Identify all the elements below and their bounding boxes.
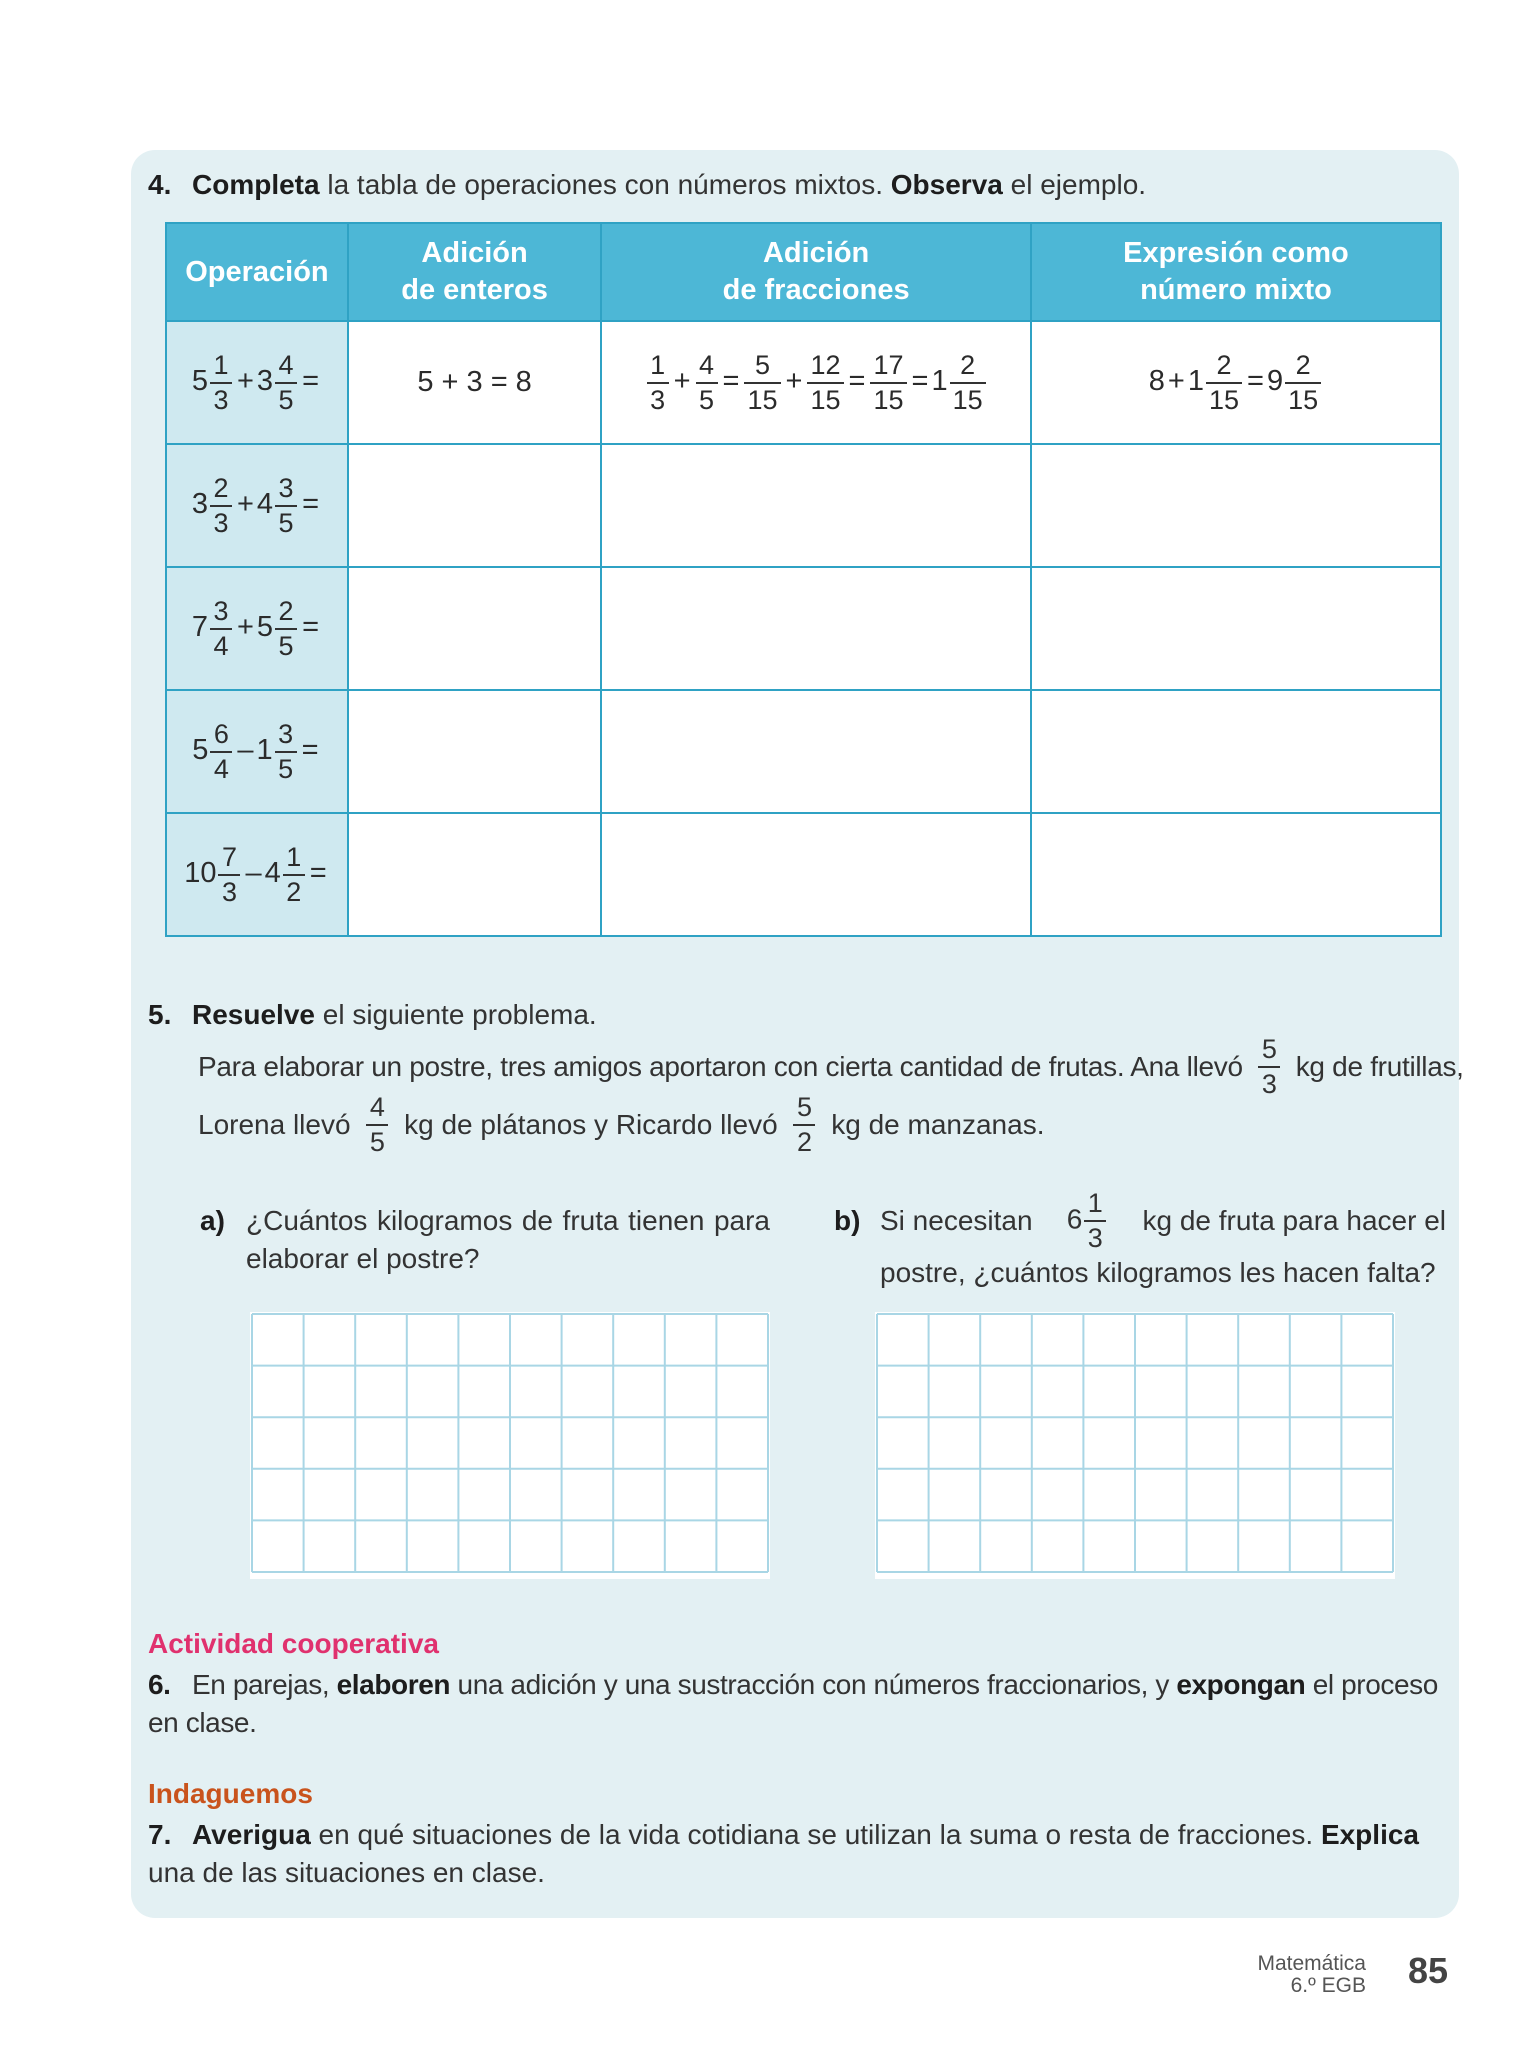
answer-mixed-cell[interactable] <box>1031 690 1441 813</box>
fraction-ana: $\frac{5}{3}$ <box>1258 1036 1280 1098</box>
header-adicion-enteros: Adición de enteros <box>348 223 601 321</box>
q6-instruction: 6. En parejas, elaboren una adición y una sustracción con números fraccionarios, y expongan el proceso en clase. <box>148 1666 1443 1742</box>
operation-cell: 10 $\frac{7}{3}$ – 4 $\frac{1}{2}$ = <box>166 813 348 936</box>
coop-title: Actividad cooperativa <box>148 1628 439 1659</box>
example-operation-cell: 5 $\frac{1}{3}$ + 3 $\frac{4}{5}$ = <box>166 321 348 444</box>
q4-instruction <box>148 166 1146 204</box>
table-row <box>166 690 1441 813</box>
q5-instruction <box>148 996 597 1034</box>
answer-fractions-cell[interactable] <box>601 444 1031 567</box>
q5b-line2: postre, ¿cuántos kilogramos les hacen falta? <box>880 1257 1436 1288</box>
q4-text2: el ejemplo. <box>1002 169 1147 200</box>
footer-subject: Matemática 6.º EGB <box>1257 1952 1366 1997</box>
table-row-example <box>166 321 1441 444</box>
answer-integers-cell[interactable] <box>348 567 601 690</box>
q5-verb: Resuelve <box>192 999 315 1030</box>
q5b <box>834 1190 1446 1292</box>
answer-mixed-cell[interactable] <box>1031 567 1441 690</box>
q4-text1: la tabla de operaciones con números mixtos. <box>319 169 891 200</box>
q4-number: 4. <box>148 169 172 200</box>
fraction-lorena: $\frac{4}{5}$ <box>366 1094 388 1156</box>
operations-table <box>165 222 1442 937</box>
inquiry-title: Indaguemos <box>148 1778 313 1809</box>
table-row <box>166 567 1441 690</box>
table-row <box>166 444 1441 567</box>
q5a <box>200 1202 770 1278</box>
q4-verb1: Completa <box>192 169 320 200</box>
q5-statement-line2: Lorena llevó $\frac{4}{5}$ kg de plátanos y Ricardo llevó $\frac{5}{2}$ kg de manzanas. <box>198 1092 1045 1157</box>
q7-number: 7. <box>148 1819 172 1850</box>
header-adicion-fracciones: Adición de fracciones <box>601 223 1031 321</box>
example-mixed-cell: 8 + 1 $\frac{2}{15}$ = 9 $\frac{2}{15}$ <box>1031 321 1441 444</box>
q5-statement-line1: Para elaborar un postre, tres amigos aportaron con cierta cantidad de frutas. Ana llevó $\frac{5}{3}$ kg de frutillas, <box>198 1034 1464 1099</box>
answer-mixed-cell[interactable] <box>1031 444 1441 567</box>
answer-mixed-cell[interactable] <box>1031 813 1441 936</box>
operation-cell: 5 $\frac{6}{4}$ – 1 $\frac{3}{5}$ = <box>166 690 348 813</box>
table-row <box>166 813 1441 936</box>
q5a-label: a) <box>200 1205 225 1236</box>
example-fractions-cell: $\frac{1}{3}$ + $\frac{4}{5}$ = $\frac{5}{15}$ + $\frac{12}{15}$ = $\frac{17}{15}$ = 1 $\frac{2}{15}$ <box>601 321 1031 444</box>
grid-b-lines <box>875 1312 1395 1574</box>
answer-integers-cell[interactable] <box>348 813 601 936</box>
fraction-ricardo: $\frac{5}{2}$ <box>793 1094 815 1156</box>
q5b-pre: Si necesitan <box>880 1205 1033 1236</box>
answer-fractions-cell[interactable] <box>601 690 1031 813</box>
operation-cell: 3 $\frac{2}{3}$ + 4 $\frac{3}{5}$ = <box>166 444 348 567</box>
q5a-text: ¿Cuántos kilogramos de fruta tienen para elaborar el postre? <box>246 1205 770 1274</box>
q6-number: 6. <box>148 1669 171 1700</box>
q5b-post: kg de fruta para hacer el <box>1142 1205 1446 1236</box>
table-header-row <box>166 223 1441 321</box>
grid-a-lines <box>250 1312 770 1574</box>
answer-integers-cell[interactable] <box>348 444 601 567</box>
answer-fractions-cell[interactable] <box>601 813 1031 936</box>
answer-fractions-cell[interactable] <box>601 567 1031 690</box>
example-integers-cell: 5 + 3 = 8 <box>348 321 601 444</box>
page-number: 85 <box>1408 1950 1449 1991</box>
q5-number: 5. <box>148 999 172 1030</box>
header-operacion: Operación <box>166 223 348 321</box>
answer-grid-a[interactable] <box>250 1312 770 1579</box>
q7-instruction: 7. Averigua en qué situaciones de la vida cotidiana se utilizan la suma o resta de fracciones. Explica una de las situaciones en clase. <box>148 1816 1443 1892</box>
answer-grid-b[interactable] <box>875 1312 1395 1579</box>
q5b-label: b) <box>834 1205 861 1236</box>
header-numero-mixto: Expresión como número mixto <box>1031 223 1441 321</box>
answer-integers-cell[interactable] <box>348 690 601 813</box>
operation-cell: 7 $\frac{3}{4}$ + 5 $\frac{2}{5}$ = <box>166 567 348 690</box>
q5b-mixed-number: 6 $\frac{1}{3}$ <box>1067 1190 1109 1252</box>
q5-text: el siguiente problema. <box>314 999 597 1030</box>
q4-verb2: Observa <box>890 169 1003 200</box>
